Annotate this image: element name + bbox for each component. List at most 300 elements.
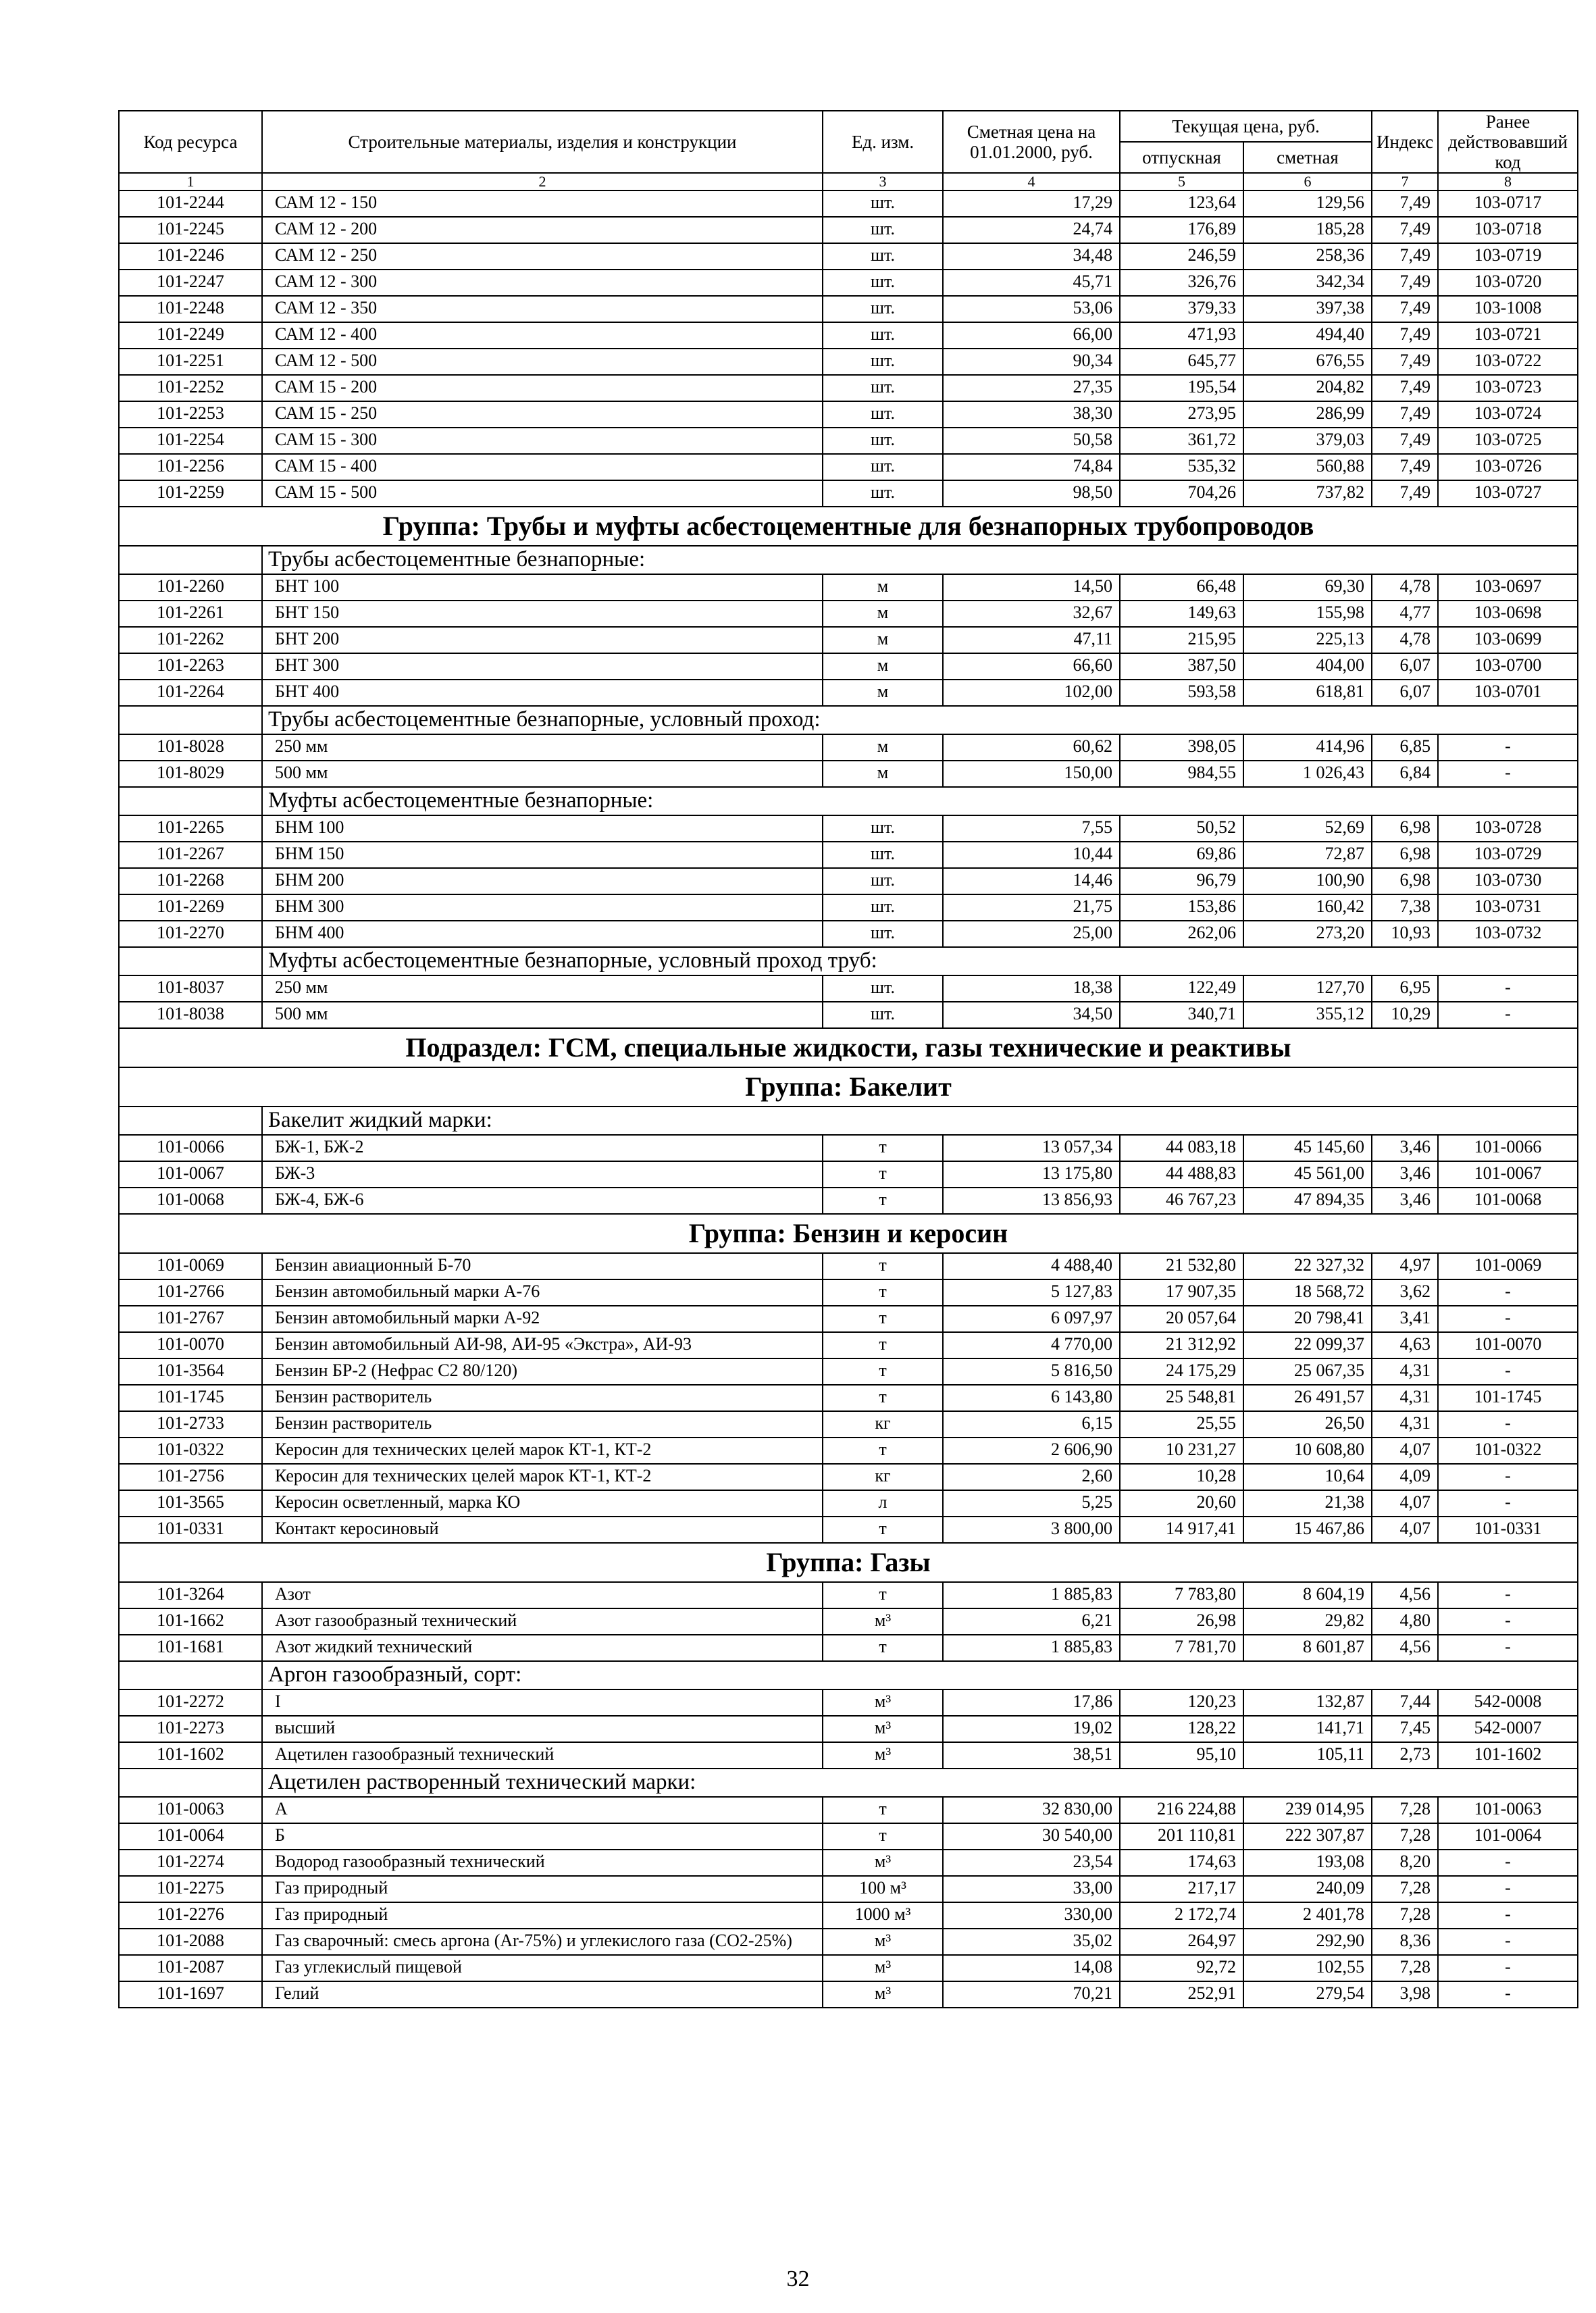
subgroup-title: Бакелит жидкий марки: [262,1107,1578,1135]
table-row [119,349,1578,375]
resource-code: 101-2251 [119,349,262,375]
estimate-price: 52,69 [1243,815,1372,842]
material-name: Бензин авиационный Б-70 [262,1253,823,1279]
release-price: 21 532,80 [1120,1253,1243,1279]
previous-code: - [1438,1929,1578,1955]
material-name: Бензин автомобильный АИ-98, АИ-95 «Экстра», АИ-93 [262,1332,823,1358]
base-price: 27,35 [943,375,1120,401]
base-price: 38,30 [943,401,1120,428]
material-name: Бензин автомобильный марки А-76 [262,1279,823,1306]
resource-code: 101-3565 [119,1490,262,1517]
index: 7,49 [1372,428,1438,454]
base-price: 70,21 [943,1981,1120,2008]
previous-code: 101-0063 [1438,1797,1578,1823]
index: 7,49 [1372,480,1438,507]
resource-code: 101-2261 [119,601,262,627]
material-name: Водород газообразный технический [262,1850,823,1876]
release-price: 44 488,83 [1120,1161,1243,1188]
group-heading: Группа: Бакелит [119,1067,1578,1107]
base-price: 74,84 [943,454,1120,480]
material-name: Азот газообразный технический [262,1608,823,1635]
base-price: 34,50 [943,1002,1120,1028]
index: 4,78 [1372,574,1438,601]
material-name: БНТ 200 [262,627,823,653]
estimate-price: 560,88 [1243,454,1372,480]
estimate-price: 25 067,35 [1243,1358,1372,1385]
resource-code: 101-0069 [119,1253,262,1279]
previous-code: - [1438,1635,1578,1661]
unit: т [823,1279,943,1306]
previous-code: 101-0322 [1438,1438,1578,1464]
release-price: 44 083,18 [1120,1135,1243,1161]
resource-code: 101-1745 [119,1385,262,1411]
material-name: БНТ 400 [262,680,823,706]
material-name: САМ 12 - 200 [262,217,823,243]
index: 6,98 [1372,842,1438,868]
release-price: 20,60 [1120,1490,1243,1517]
material-name: 500 мм [262,1002,823,1028]
material-name: Гелий [262,1981,823,2008]
release-price: 176,89 [1120,217,1243,243]
resource-code: 101-2245 [119,217,262,243]
release-price: 25 548,81 [1120,1385,1243,1411]
resource-code: 101-1697 [119,1981,262,2008]
material-name: Б [262,1823,823,1850]
resource-code: 101-2275 [119,1876,262,1902]
index: 6,84 [1372,761,1438,787]
index: 7,49 [1372,190,1438,217]
estimate-price: 15 467,86 [1243,1517,1372,1543]
header-index: Индекс [1372,111,1438,173]
base-price: 1 885,83 [943,1635,1120,1661]
base-price: 102,00 [943,680,1120,706]
resource-code: 101-0070 [119,1332,262,1358]
unit: шт. [823,349,943,375]
base-price: 13 175,80 [943,1161,1120,1188]
empty-cell [119,947,262,975]
estimate-price: 185,28 [1243,217,1372,243]
unit: м [823,761,943,787]
material-name: БЖ-1, БЖ-2 [262,1135,823,1161]
table-row [119,1385,1578,1411]
base-price: 4 770,00 [943,1332,1120,1358]
resource-code: 101-2272 [119,1689,262,1716]
estimate-price: 240,09 [1243,1876,1372,1902]
unit: м [823,627,943,653]
unit: м³ [823,1929,943,1955]
index: 8,20 [1372,1850,1438,1876]
table-row [119,574,1578,601]
index: 4,31 [1372,1411,1438,1438]
estimate-price: 8 601,87 [1243,1635,1372,1661]
index: 6,98 [1372,815,1438,842]
resource-code: 101-2274 [119,1850,262,1876]
index: 7,44 [1372,1689,1438,1716]
resource-code: 101-2733 [119,1411,262,1438]
previous-code: 103-0701 [1438,680,1578,706]
base-price: 18,38 [943,975,1120,1002]
column-numbers-row [119,173,1578,190]
previous-code: 101-0069 [1438,1253,1578,1279]
estimate-price: 2 401,78 [1243,1902,1372,1929]
table-row [119,627,1578,653]
unit: м [823,734,943,761]
estimate-price: 18 568,72 [1243,1279,1372,1306]
material-name: Бензин растворитель [262,1411,823,1438]
resource-code: 101-2253 [119,401,262,428]
release-price: 215,95 [1120,627,1243,653]
release-price: 14 917,41 [1120,1517,1243,1543]
release-price: 25,55 [1120,1411,1243,1438]
index: 3,62 [1372,1279,1438,1306]
header-prev-code: Ранее действовавший код [1438,111,1578,173]
unit: т [823,1332,943,1358]
empty-cell [119,787,262,815]
previous-code: 103-0722 [1438,349,1578,375]
unit: шт. [823,270,943,296]
table-row [119,480,1578,507]
material-name: I [262,1689,823,1716]
previous-code: 103-0697 [1438,574,1578,601]
table-row [119,1306,1578,1332]
previous-code: - [1438,1411,1578,1438]
empty-cell [119,1107,262,1135]
release-price: 246,59 [1120,243,1243,270]
previous-code: 101-1602 [1438,1742,1578,1769]
unit: шт. [823,894,943,921]
table-row [119,894,1578,921]
base-price: 14,46 [943,868,1120,894]
unit: шт. [823,217,943,243]
table-row [119,1850,1578,1876]
unit: т [823,1823,943,1850]
unit: шт. [823,480,943,507]
base-price: 45,71 [943,270,1120,296]
unit: кг [823,1464,943,1490]
previous-code: 101-0331 [1438,1517,1578,1543]
release-price: 153,86 [1120,894,1243,921]
table-row [119,1955,1578,1981]
header-name: Строительные материалы, изделия и конструкции [262,111,823,173]
table-row [119,761,1578,787]
previous-code: 101-0068 [1438,1188,1578,1214]
base-price: 13 856,93 [943,1188,1120,1214]
previous-code: 101-0067 [1438,1161,1578,1188]
resource-code: 101-2246 [119,243,262,270]
base-price: 1 885,83 [943,1582,1120,1608]
release-price: 50,52 [1120,815,1243,842]
table-row [119,1332,1578,1358]
estimate-price: 20 798,41 [1243,1306,1372,1332]
material-name: БНМ 150 [262,842,823,868]
previous-code: 103-0732 [1438,921,1578,947]
table-row [119,1608,1578,1635]
previous-code: 103-0731 [1438,894,1578,921]
estimate-price: 494,40 [1243,322,1372,349]
index: 3,46 [1372,1188,1438,1214]
previous-code: 101-0064 [1438,1823,1578,1850]
previous-code: - [1438,761,1578,787]
resource-code: 101-2756 [119,1464,262,1490]
release-price: 379,33 [1120,296,1243,322]
unit: кг [823,1411,943,1438]
previous-code: 103-0728 [1438,815,1578,842]
base-price: 24,74 [943,217,1120,243]
unit: м³ [823,1955,943,1981]
resource-code: 101-2249 [119,322,262,349]
index: 4,80 [1372,1608,1438,1635]
header-base-price: Сметная цена на 01.01.2000, руб. [943,111,1120,173]
estimate-price: 141,71 [1243,1716,1372,1742]
unit: м³ [823,1689,943,1716]
material-name: САМ 12 - 500 [262,349,823,375]
subgroup-title: Аргон газообразный, сорт: [262,1661,1578,1689]
table-row [119,1582,1578,1608]
unit: шт. [823,454,943,480]
release-price: 217,17 [1120,1876,1243,1902]
resource-code: 101-0063 [119,1797,262,1823]
previous-code: - [1438,1306,1578,1332]
resource-code: 101-2264 [119,680,262,706]
estimate-price: 8 604,19 [1243,1582,1372,1608]
base-price: 32 830,00 [943,1797,1120,1823]
unit: шт. [823,243,943,270]
index: 4,31 [1372,1385,1438,1411]
estimate-price: 292,90 [1243,1929,1372,1955]
table-row [119,815,1578,842]
unit: шт. [823,868,943,894]
material-name: БНТ 300 [262,653,823,680]
table-row [119,1411,1578,1438]
release-price: 92,72 [1120,1955,1243,1981]
material-name: БНМ 400 [262,921,823,947]
estimate-price: 222 307,87 [1243,1823,1372,1850]
index: 7,49 [1372,243,1438,270]
base-price: 90,34 [943,349,1120,375]
previous-code: - [1438,1358,1578,1385]
release-price: 645,77 [1120,349,1243,375]
subgroup-title: Трубы асбестоцементные безнапорные: [262,546,1578,574]
resource-code: 101-2256 [119,454,262,480]
release-price: 398,05 [1120,734,1243,761]
table-row [119,217,1578,243]
previous-code: 542-0008 [1438,1689,1578,1716]
table-row [119,1635,1578,1661]
resource-code: 101-2270 [119,921,262,947]
unit: шт. [823,842,943,868]
index: 7,49 [1372,349,1438,375]
unit: л [823,1490,943,1517]
base-price: 33,00 [943,1876,1120,1902]
column-number: 3 [823,173,943,190]
base-price: 5 127,83 [943,1279,1120,1306]
release-price: 24 175,29 [1120,1358,1243,1385]
resource-code: 101-0067 [119,1161,262,1188]
header-estimate-price: сметная [1243,142,1372,173]
index: 4,07 [1372,1517,1438,1543]
table-row [119,1188,1578,1214]
column-number: 4 [943,173,1120,190]
resource-code: 101-0064 [119,1823,262,1850]
release-price: 17 907,35 [1120,1279,1243,1306]
subgroup-row [119,787,1578,815]
unit: шт. [823,428,943,454]
table-row [119,1490,1578,1517]
group-heading-row [119,1214,1578,1253]
release-price: 174,63 [1120,1850,1243,1876]
release-price: 10,28 [1120,1464,1243,1490]
estimate-price: 26,50 [1243,1411,1372,1438]
table-row [119,1358,1578,1385]
table-row [119,1253,1578,1279]
table-row [119,1742,1578,1769]
previous-code: 103-0726 [1438,454,1578,480]
base-price: 2 606,90 [943,1438,1120,1464]
base-price: 3 800,00 [943,1517,1120,1543]
table-row [119,1797,1578,1823]
unit: шт. [823,296,943,322]
base-price: 5,25 [943,1490,1120,1517]
subgroup-row [119,546,1578,574]
group-heading: Подраздел: ГСМ, специальные жидкости, газы технические и реактивы [119,1028,1578,1067]
table-row [119,375,1578,401]
base-price: 150,00 [943,761,1120,787]
estimate-price: 379,03 [1243,428,1372,454]
unit: м [823,601,943,627]
table-row [119,190,1578,217]
table-row [119,734,1578,761]
index: 8,36 [1372,1929,1438,1955]
unit: т [823,1517,943,1543]
resource-code: 101-2259 [119,480,262,507]
unit: шт. [823,375,943,401]
subgroup-title: Ацетилен растворенный технический марки: [262,1769,1578,1797]
previous-code: 103-0729 [1438,842,1578,868]
estimate-price: 404,00 [1243,653,1372,680]
release-price: 123,64 [1120,190,1243,217]
subgroup-title: Трубы асбестоцементные безнапорные, условный проход: [262,706,1578,734]
release-price: 201 110,81 [1120,1823,1243,1850]
estimate-price: 204,82 [1243,375,1372,401]
resource-code: 101-8028 [119,734,262,761]
base-price: 4 488,40 [943,1253,1120,1279]
material-name: А [262,1797,823,1823]
unit: м³ [823,1608,943,1635]
previous-code: 542-0007 [1438,1716,1578,1742]
previous-code: - [1438,1002,1578,1028]
index: 4,09 [1372,1464,1438,1490]
unit: т [823,1438,943,1464]
previous-code: - [1438,1279,1578,1306]
material-name: Азот жидкий технический [262,1635,823,1661]
subgroup-row [119,706,1578,734]
base-price: 38,51 [943,1742,1120,1769]
release-price: 535,32 [1120,454,1243,480]
estimate-price: 273,20 [1243,921,1372,947]
estimate-price: 100,90 [1243,868,1372,894]
unit: шт. [823,921,943,947]
previous-code: 103-0730 [1438,868,1578,894]
estimate-price: 10 608,80 [1243,1438,1372,1464]
price-table-sheet [118,110,1568,2008]
estimate-price: 258,36 [1243,243,1372,270]
header-code: Код ресурса [119,111,262,173]
index: 4,77 [1372,601,1438,627]
release-price: 7 781,70 [1120,1635,1243,1661]
resource-code: 101-8038 [119,1002,262,1028]
previous-code: - [1438,975,1578,1002]
release-price: 95,10 [1120,1742,1243,1769]
unit: т [823,1635,943,1661]
table-row [119,454,1578,480]
resource-code: 101-2244 [119,190,262,217]
header-release-price: отпускная [1120,142,1243,173]
material-name: САМ 15 - 500 [262,480,823,507]
table-row [119,921,1578,947]
base-price: 98,50 [943,480,1120,507]
index: 7,45 [1372,1716,1438,1742]
table-row [119,401,1578,428]
estimate-price: 155,98 [1243,601,1372,627]
index: 7,49 [1372,401,1438,428]
estimate-price: 22 327,32 [1243,1253,1372,1279]
index: 7,49 [1372,270,1438,296]
release-price: 262,06 [1120,921,1243,947]
release-price: 2 172,74 [1120,1902,1243,1929]
base-price: 23,54 [943,1850,1120,1876]
previous-code: - [1438,1464,1578,1490]
resource-code: 101-8037 [119,975,262,1002]
table-row [119,653,1578,680]
material-name: САМ 15 - 400 [262,454,823,480]
release-price: 340,71 [1120,1002,1243,1028]
previous-code: - [1438,1902,1578,1929]
subgroup-title: Муфты асбестоцементные безнапорные: [262,787,1578,815]
column-number: 8 [1438,173,1578,190]
previous-code: 103-0718 [1438,217,1578,243]
material-name: Бензин автомобильный марки А-92 [262,1306,823,1332]
estimate-price: 132,87 [1243,1689,1372,1716]
resource-code: 101-2766 [119,1279,262,1306]
release-price: 216 224,88 [1120,1797,1243,1823]
material-name: БНМ 200 [262,868,823,894]
table-row [119,975,1578,1002]
empty-cell [119,546,262,574]
estimate-price: 618,81 [1243,680,1372,706]
index: 6,07 [1372,680,1438,706]
subgroup-row [119,1769,1578,1797]
estimate-price: 342,34 [1243,270,1372,296]
estimate-price: 10,64 [1243,1464,1372,1490]
group-heading: Группа: Бензин и керосин [119,1214,1578,1253]
index: 4,56 [1372,1582,1438,1608]
unit: т [823,1161,943,1188]
unit: 1000 м³ [823,1902,943,1929]
previous-code: - [1438,1608,1578,1635]
estimate-price: 676,55 [1243,349,1372,375]
resource-code: 101-2252 [119,375,262,401]
material-name: САМ 15 - 200 [262,375,823,401]
material-name: Газ природный [262,1902,823,1929]
material-name: БЖ-4, БЖ-6 [262,1188,823,1214]
index: 3,98 [1372,1981,1438,2008]
material-name: БНМ 300 [262,894,823,921]
estimate-price: 45 145,60 [1243,1135,1372,1161]
release-price: 7 783,80 [1120,1582,1243,1608]
table-row [119,1135,1578,1161]
unit: шт. [823,975,943,1002]
unit: шт. [823,1002,943,1028]
